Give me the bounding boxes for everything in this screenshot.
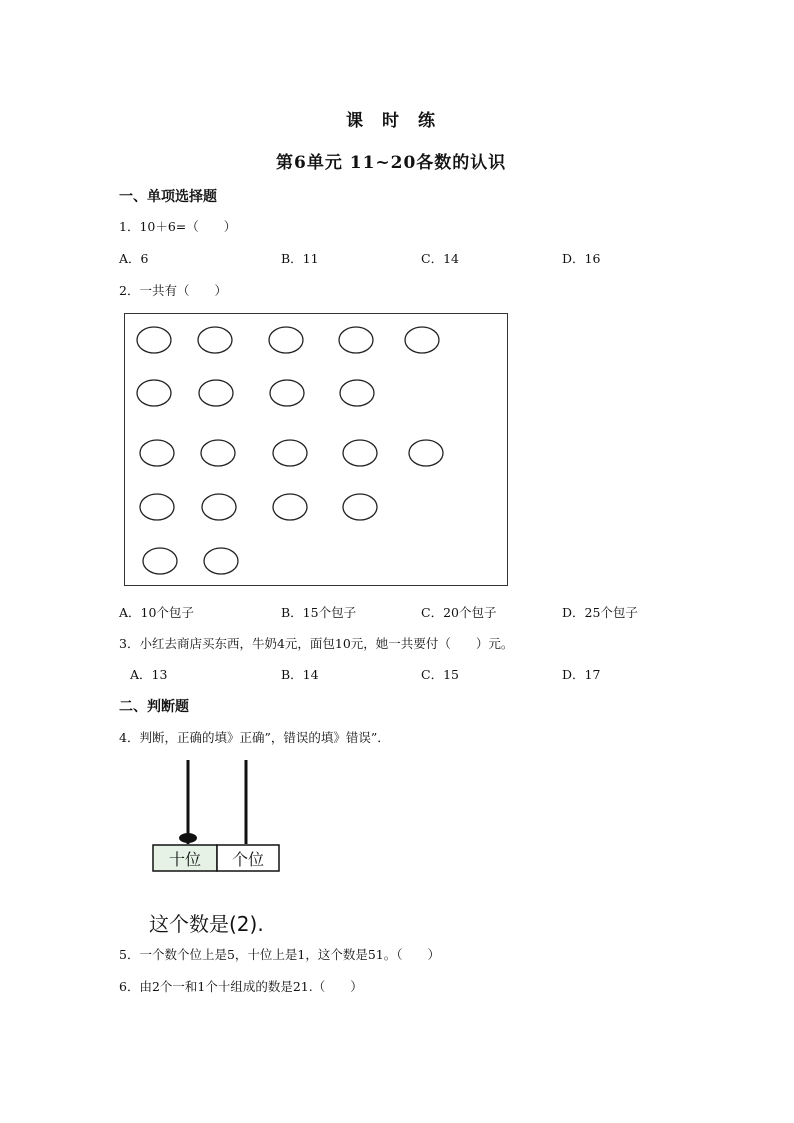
question-5: 5．一个数个位上是5，十位上是1，这个数是51。（ ）: [119, 947, 441, 962]
bun-circle: [269, 327, 303, 353]
q1-option-c[interactable]: C．14: [421, 251, 459, 266]
bun-circle: [340, 380, 374, 406]
bun-circle: [273, 494, 307, 520]
tens-place-label: 十位: [168, 850, 202, 869]
bun-circle: [201, 440, 235, 466]
q3-option-c[interactable]: C．15: [421, 667, 459, 682]
question-6: 6．由2个一和1个十组成的数是21.（ ）: [119, 979, 363, 994]
question-4: 4．判断，正确的填》正确”，错误的填》错误”．: [119, 730, 390, 745]
section-heading-judgement: 二、判断题: [119, 699, 189, 715]
page-subtitle: 第6单元 11~20各数的认识: [276, 153, 507, 173]
q1-option-b[interactable]: B．11: [281, 251, 319, 266]
q3-option-a[interactable]: A．13: [130, 667, 168, 682]
bun-circle: [140, 440, 174, 466]
q1-option-d[interactable]: D．16: [562, 251, 601, 266]
bun-circle: [273, 440, 307, 466]
section-heading-single-choice: 一、单项选择题: [119, 189, 217, 205]
bun-circle: [137, 327, 171, 353]
q2-option-b[interactable]: B．15个包子: [281, 605, 357, 620]
question-1: 1．10＋6=（ ）: [119, 219, 237, 234]
q2-option-d[interactable]: D．25个包子: [562, 605, 638, 620]
q2-option-a[interactable]: A．10个包子: [119, 605, 194, 620]
bun-circle: [343, 440, 377, 466]
question-2: 2．一共有（ ）: [119, 283, 227, 298]
q3-option-d[interactable]: D．17: [562, 667, 601, 682]
q1-option-a[interactable]: A．6: [119, 251, 149, 266]
bun-circle: [270, 380, 304, 406]
bun-circle: [409, 440, 443, 466]
q4-statement: 这个数是(2).: [149, 912, 264, 936]
bun-circle: [405, 327, 439, 353]
bun-circle: [339, 327, 373, 353]
page-title: 课 时 练: [346, 111, 436, 131]
bun-circle: [343, 494, 377, 520]
question-3: 3．小红去商店买东西，牛奶4元，面包10元，她一共要付（ ）元。: [119, 636, 514, 651]
bun-circle: [202, 494, 236, 520]
bun-circle: [137, 380, 171, 406]
bun-circle: [143, 548, 177, 574]
abacus-figure: [150, 756, 284, 878]
bun-circle: [198, 327, 232, 353]
bun-circle: [140, 494, 174, 520]
tens-bead: [179, 833, 197, 843]
ones-place-label: 个位: [231, 850, 265, 869]
q3-option-b[interactable]: B．14: [281, 667, 319, 682]
q2-circles-figure: [124, 313, 508, 586]
bun-circle: [204, 548, 238, 574]
q2-option-c[interactable]: C．20个包子: [421, 605, 497, 620]
bun-circle: [199, 380, 233, 406]
